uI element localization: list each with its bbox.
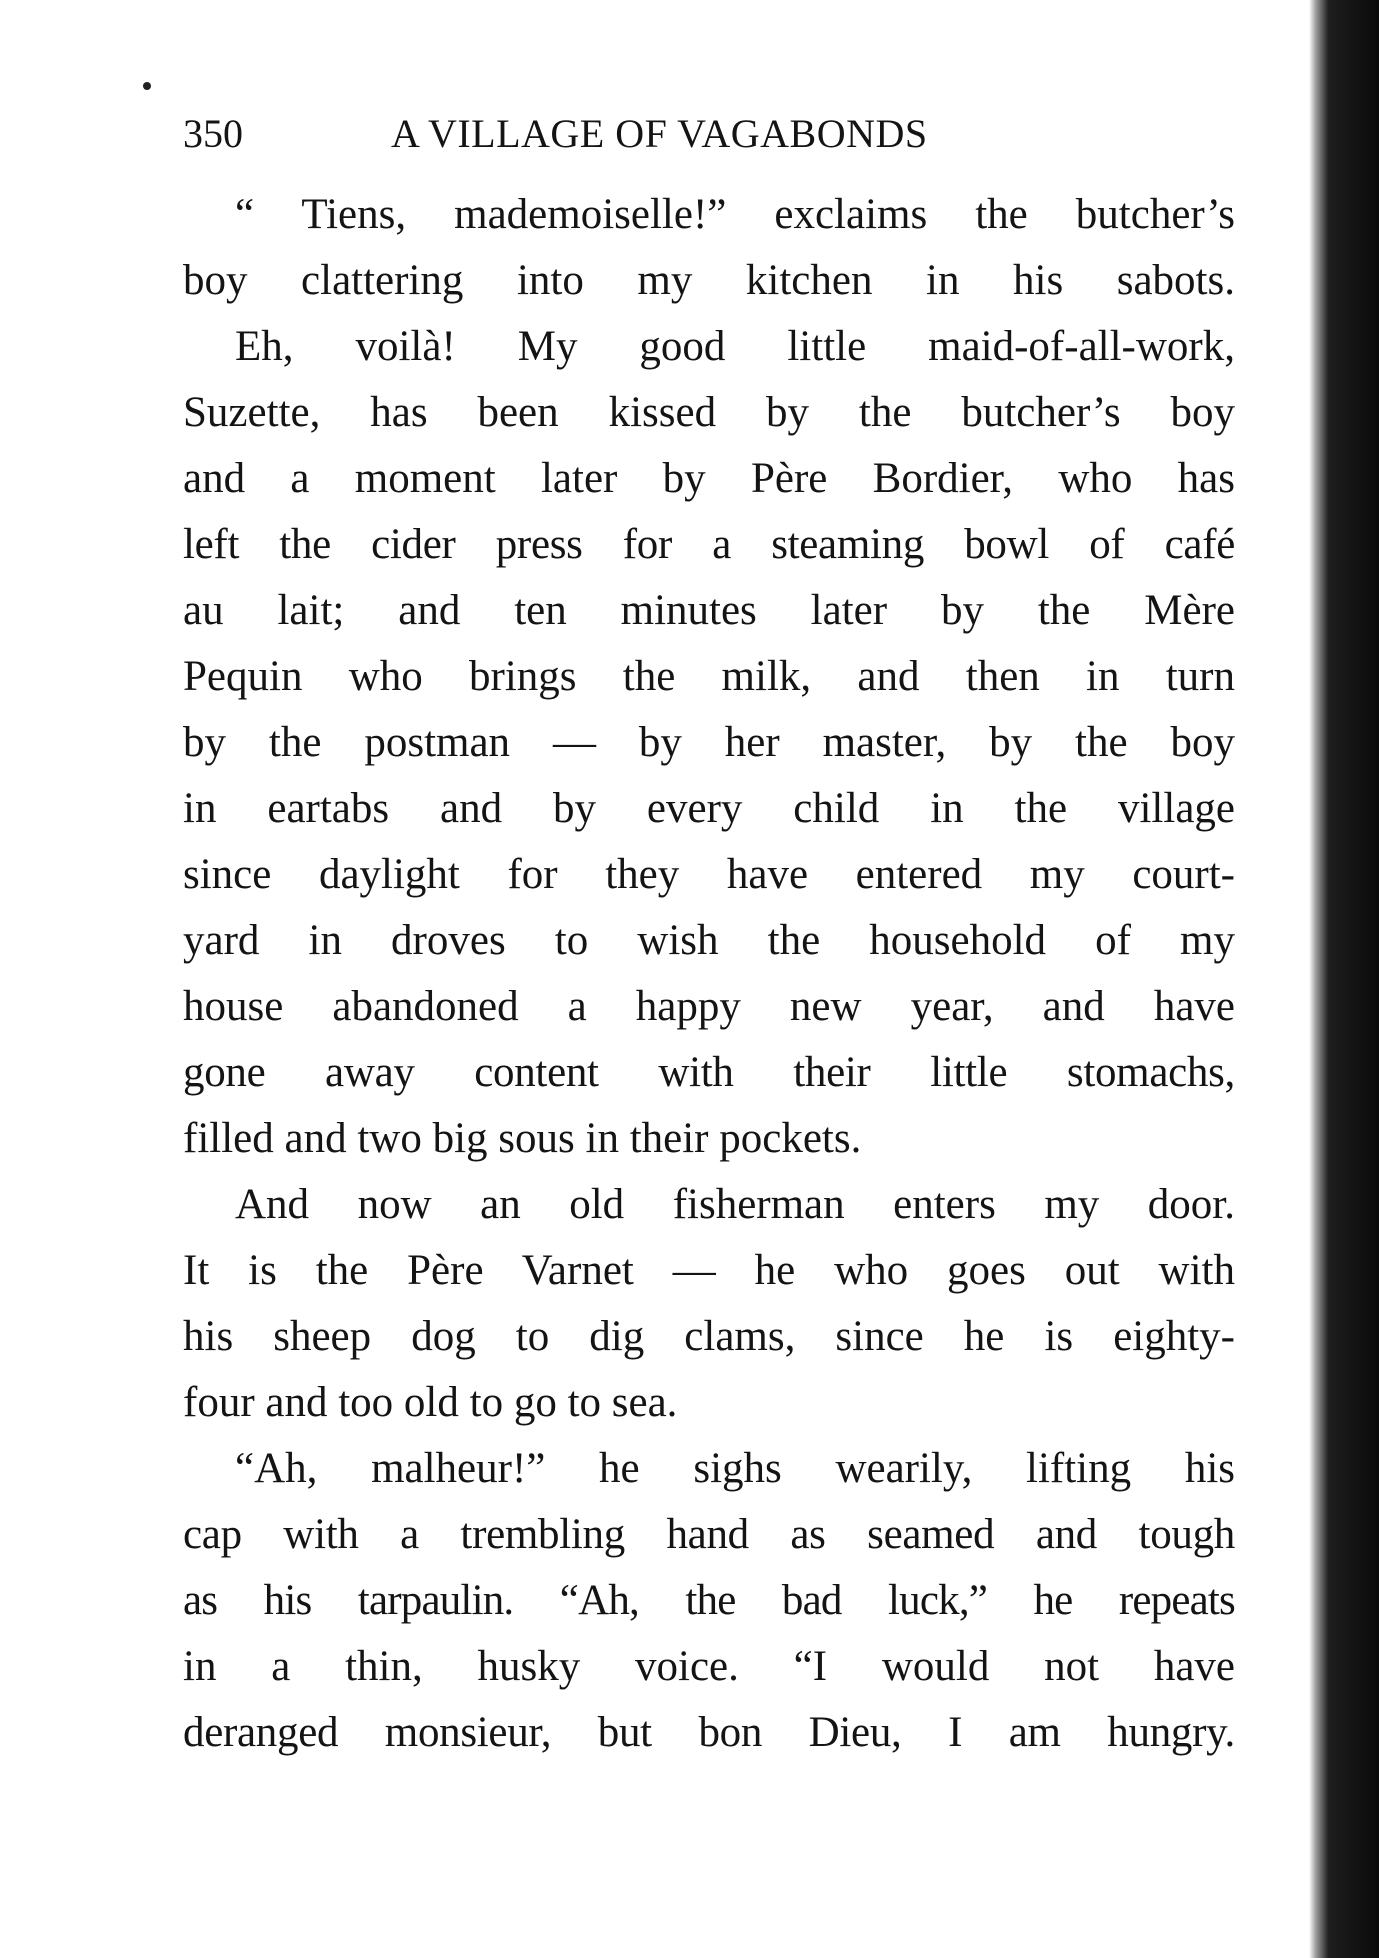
text-line: And now an old fisherman enters my door. <box>235 1181 1235 1228</box>
text-line: “Ah, malheur!” he sighs wearily, lifting his <box>235 1445 1235 1492</box>
text-line: Suzette, has been kissed by the butcher’s boy <box>183 389 1235 436</box>
text-line: his sheep dog to dig clams, since he is eighty- <box>183 1313 1235 1360</box>
text-line: and a moment later by Père Bordier, who has <box>183 455 1235 502</box>
text-line: Eh, voilà! My good little maid-of-all-work, <box>235 323 1235 370</box>
text-line: as his tarpaulin. “Ah, the bad luck,” he repeats <box>183 1577 1235 1624</box>
text-line: deranged monsieur, but bon Dieu, I am hungry. <box>183 1709 1235 1756</box>
text-line: since daylight for they have entered my court- <box>183 851 1235 898</box>
ink-speck <box>143 82 151 90</box>
text-line: au lait; and ten minutes later by the Mère <box>183 587 1235 634</box>
text-line: in a thin, husky voice. “I would not have <box>183 1643 1235 1690</box>
page-number: 350 <box>183 111 243 156</box>
text-line: in eartabs and by every child in the village <box>183 785 1235 832</box>
running-title: A VILLAGE OF VAGABONDS <box>391 111 928 156</box>
text-line: It is the Père Varnet — he who goes out with <box>183 1247 1235 1294</box>
text-line: cap with a trembling hand as seamed and tough <box>183 1511 1235 1558</box>
text-line: gone away content with their little stomachs, <box>183 1049 1235 1096</box>
text-line: four and too old to go to sea. <box>183 1379 678 1426</box>
text-line: by the postman — by her master, by the boy <box>183 719 1235 766</box>
text-line: filled and two big sous in their pockets. <box>183 1115 862 1162</box>
text-line: Pequin who brings the milk, and then in turn <box>183 653 1235 700</box>
text-line: yard in droves to wish the household of my <box>183 917 1235 964</box>
book-spine-shadow <box>1309 0 1379 1958</box>
text-line: left the cider press for a steaming bowl of café <box>183 521 1235 568</box>
text-line: “ Tiens, mademoiselle!” exclaims the butcher’s <box>235 191 1235 238</box>
text-line: boy clattering into my kitchen in his sabots. <box>183 257 1235 304</box>
body-text <box>183 182 1235 1766</box>
page-header <box>183 108 1043 160</box>
text-line: house abandoned a happy new year, and have <box>183 983 1235 1030</box>
